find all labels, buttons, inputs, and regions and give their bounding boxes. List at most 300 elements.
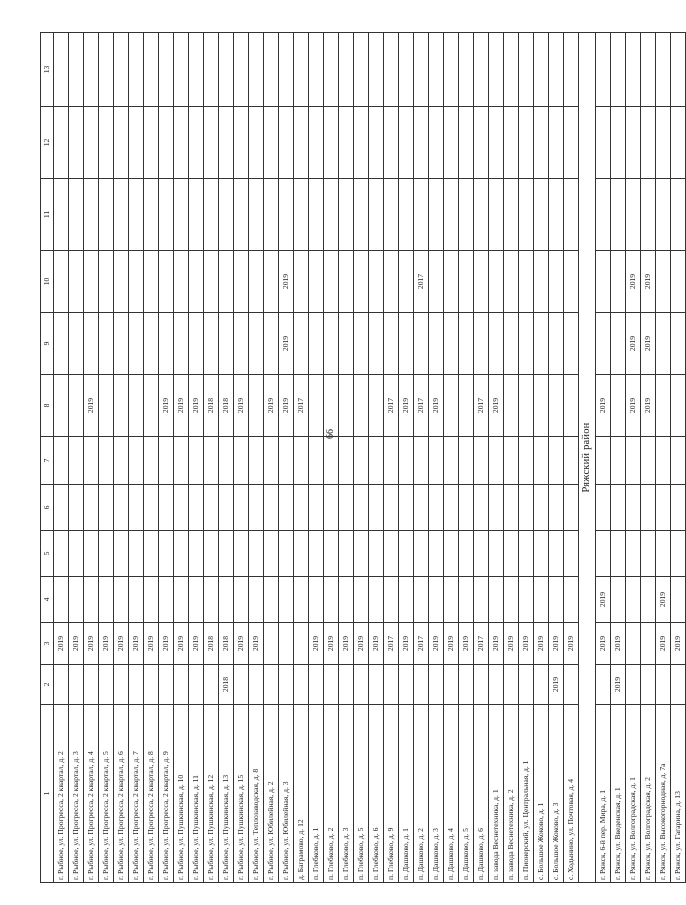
table-cell [294,531,309,577]
table-cell [189,531,204,577]
table-cell [159,107,174,179]
table-cell [641,531,656,577]
table-row [189,33,204,883]
table-cell [611,437,626,485]
table-cell: 2018 [204,375,219,437]
table-cell [69,251,84,313]
table-cell [189,107,204,179]
table-cell [656,437,671,485]
table-cell [414,665,429,705]
table-cell [611,485,626,531]
table-cell [504,33,519,107]
table-cell [611,107,626,179]
table-cell [114,107,129,179]
table-cell [459,313,474,375]
table-cell [519,437,534,485]
table-cell [174,107,189,179]
table-cell [414,107,429,179]
table-cell [219,313,234,375]
table-cell [264,313,279,375]
table-cell [324,179,339,251]
table-cell: 2019 [596,623,611,665]
table-cell: г. Ряжск, 6-й пер. Мира, д. 1 [596,705,611,883]
table-cell [69,33,84,107]
table-cell: 2017 [294,375,309,437]
table-cell [84,107,99,179]
table-cell: 13 [41,33,54,107]
table-cell [414,437,429,485]
table-cell [309,251,324,313]
table-cell [324,313,339,375]
table-cell [564,485,579,531]
table-cell [656,251,671,313]
table-cell [504,577,519,623]
table-cell [114,313,129,375]
table-cell [656,531,671,577]
table-cell [354,485,369,531]
table-cell [641,623,656,665]
table-cell: 2019 [249,623,264,665]
table-cell [144,251,159,313]
table-cell [99,665,114,705]
table-cell [444,179,459,251]
table-row [444,33,459,883]
table-cell [564,577,579,623]
table-cell [354,531,369,577]
table-cell [519,577,534,623]
table-cell [611,577,626,623]
table-cell [204,33,219,107]
table-cell [204,313,219,375]
table-cell: г. Ряжск, ул. Гагарина, д. 13 [671,705,686,883]
table-cell: 2019 [399,375,414,437]
table-cell [189,33,204,107]
table-cell [444,485,459,531]
table-cell: г. Рыбное, ул. Прогресса, 2 квартал, д. 7 [129,705,144,883]
table-cell [671,577,686,623]
table-cell [69,179,84,251]
table-cell: 2019 [519,623,534,665]
table-cell [54,33,69,107]
table-cell [189,437,204,485]
table-cell [234,485,249,531]
table-cell [69,531,84,577]
table-cell [324,577,339,623]
table-cell [129,577,144,623]
table-cell [549,313,564,375]
table-cell [339,251,354,313]
table-cell [159,33,174,107]
table-cell: 2019 [641,251,656,313]
table-cell [99,251,114,313]
table-cell: 2019 [279,251,294,313]
table-cell [324,437,339,485]
table-cell: 2019 [489,375,504,437]
table-cell [294,485,309,531]
table-cell [414,33,429,107]
table-cell [656,313,671,375]
table-cell [249,665,264,705]
table-cell [249,107,264,179]
table-cell [596,33,611,107]
table-cell [264,485,279,531]
table-cell [671,531,686,577]
table-cell [564,107,579,179]
district-header-row [579,33,596,883]
table-cell [159,485,174,531]
table-cell [204,251,219,313]
table-cell: п. Глебково, д. 5 [354,705,369,883]
table-cell [129,375,144,437]
table-cell [114,375,129,437]
table-cell [399,437,414,485]
table-cell [54,313,69,375]
table-cell [549,179,564,251]
table-cell [671,33,686,107]
table-cell [384,251,399,313]
table-cell: 2 [41,665,54,705]
table-cell [189,179,204,251]
table-cell [564,33,579,107]
table-cell [249,33,264,107]
table-cell [294,623,309,665]
table-row [504,33,519,883]
table-cell [596,665,611,705]
table-cell [204,665,219,705]
table-cell [249,251,264,313]
table-cell [564,313,579,375]
table-cell [611,33,626,107]
table-cell: 2019 [626,375,641,437]
table-cell [671,485,686,531]
table-cell [249,531,264,577]
table-cell [384,437,399,485]
table-cell: г. Ряжск, ул. Волгоградская, д. 1 [626,705,641,883]
table-cell [54,107,69,179]
table-cell [279,623,294,665]
table-cell [489,251,504,313]
table-cell [549,437,564,485]
table-cell [159,531,174,577]
table-cell: 2019 [159,623,174,665]
table-cell: 2019 [549,623,564,665]
table-cell [339,531,354,577]
table-cell [564,375,579,437]
table-cell [129,531,144,577]
table-cell: 2018 [219,665,234,705]
table-cell: 6 [41,485,54,531]
table-row [641,33,656,883]
table-cell [339,375,354,437]
table-cell: 2019 [54,623,69,665]
table-cell [54,375,69,437]
table-cell [264,531,279,577]
table-cell: 2019 [84,375,99,437]
table-cell [144,437,159,485]
table-cell [399,485,414,531]
table-cell [534,485,549,531]
table-row [204,33,219,883]
table-cell [249,437,264,485]
table-cell [309,179,324,251]
table-cell [474,179,489,251]
table-cell [264,107,279,179]
table-cell [294,665,309,705]
table-cell [114,437,129,485]
table-cell [219,485,234,531]
table-row [369,33,384,883]
table-cell [54,577,69,623]
table-row [534,33,549,883]
table-cell: 2019 [641,375,656,437]
table-cell [429,531,444,577]
table-cell [294,577,309,623]
district-header: Ряжский район [579,33,596,883]
table-cell: 2019 [626,251,641,313]
table-cell [204,179,219,251]
table-cell: г. Рыбное, ул. Юбилейная, д. 3 [279,705,294,883]
table-cell [279,665,294,705]
table-cell: 2017 [384,375,399,437]
table-cell [399,251,414,313]
table-cell [339,577,354,623]
table-row [626,33,641,883]
table-cell [549,375,564,437]
table-cell [144,33,159,107]
table-cell [459,179,474,251]
table-cell [444,313,459,375]
table-cell [189,577,204,623]
table-cell: г. Рыбное, ул. Прогресса, 2 квартал, д. 3 [69,705,84,883]
table-cell [519,375,534,437]
table-cell [114,179,129,251]
table-cell [219,33,234,107]
table-cell [474,665,489,705]
table-cell [459,437,474,485]
table-row [656,33,671,883]
table-cell: г. Рыбное, ул. Прогресса, 2 квартал, д. 4 [84,705,99,883]
table-cell [671,179,686,251]
table-cell [534,531,549,577]
table-cell [309,107,324,179]
table-cell: 2019 [596,375,611,437]
table-cell [564,665,579,705]
table-cell [369,531,384,577]
table-cell: п. Дашково, д. 6 [474,705,489,883]
table-cell [671,107,686,179]
table-cell [626,623,641,665]
table-cell [324,665,339,705]
table-cell [474,313,489,375]
table-cell [219,107,234,179]
table-cell [114,251,129,313]
table-cell [519,485,534,531]
table-cell [354,107,369,179]
table-cell: 2019 [369,623,384,665]
table-cell [429,107,444,179]
table-cell [114,531,129,577]
table-cell [174,313,189,375]
table-cell [504,665,519,705]
table-cell [354,33,369,107]
table-cell: п. Глебково, д. 9 [384,705,399,883]
table-cell [114,33,129,107]
table-cell [219,531,234,577]
table-cell [324,531,339,577]
table-row [596,33,611,883]
table-cell [414,531,429,577]
table-cell [129,179,144,251]
table-cell [549,33,564,107]
table-cell [234,179,249,251]
table-cell [249,313,264,375]
table-cell: 2019 [504,623,519,665]
table-cell [264,251,279,313]
table-cell [489,313,504,375]
table-cell [174,665,189,705]
table-cell: 2019 [671,623,686,665]
table-cell [84,665,99,705]
table-cell [204,437,219,485]
table-cell: п. Дашково, д. 5 [459,705,474,883]
table-cell [489,665,504,705]
table-cell: г. Рыбное, ул. Прогресса, 2 квартал, д. 8 [144,705,159,883]
table-cell [641,179,656,251]
table-cell [54,665,69,705]
table-cell [234,107,249,179]
table-cell: 2019 [549,665,564,705]
table-cell [459,107,474,179]
table-cell [459,251,474,313]
table-cell [429,437,444,485]
table-cell [429,313,444,375]
table-cell [384,531,399,577]
table-row [174,33,189,883]
table-cell [626,107,641,179]
table-cell [611,251,626,313]
table-cell [144,375,159,437]
table-cell [354,375,369,437]
table-cell [324,251,339,313]
table-cell [564,531,579,577]
table-cell [279,485,294,531]
table-cell [189,313,204,375]
table-cell [671,313,686,375]
table-cell [369,665,384,705]
table-cell [534,577,549,623]
table-cell [534,437,549,485]
table-cell: 2019 [564,623,579,665]
table-row [54,33,69,883]
table-cell [339,313,354,375]
table-cell: п. Дашково, д. 1 [399,705,414,883]
table-cell [444,577,459,623]
table-cell [324,33,339,107]
table-cell: 2017 [474,375,489,437]
table-cell: 11 [41,179,54,251]
table-cell [294,179,309,251]
table-cell [144,485,159,531]
table-cell [656,665,671,705]
table-cell [264,665,279,705]
table-cell [596,251,611,313]
table-cell [144,313,159,375]
table-cell [129,437,144,485]
table-cell: 2019 [144,623,159,665]
table-row [99,33,114,883]
table-cell: п. Глебково, д. 1 [309,705,324,883]
table-cell [309,485,324,531]
table-cell [174,577,189,623]
table-cell [596,437,611,485]
table-cell [174,485,189,531]
table-cell [279,577,294,623]
table-cell [54,437,69,485]
table-cell [99,485,114,531]
table-cell [294,313,309,375]
table-cell: п. Дашково, д. 3 [429,705,444,883]
table-cell: п. Дашково, д. 2 [414,705,429,883]
table-cell [626,665,641,705]
table-cell [264,179,279,251]
table-cell [279,179,294,251]
table-cell [444,665,459,705]
table-cell: 2019 [656,577,671,623]
table-row [114,33,129,883]
table-cell [384,313,399,375]
table-cell [626,577,641,623]
table-cell [204,485,219,531]
table-cell: 2019 [641,313,656,375]
table-cell: 2018 [204,623,219,665]
table-cell [264,437,279,485]
table-cell [671,251,686,313]
table-cell: г. Рыбное, ул. Прогресса, 2 квартал, д. 2 [54,705,69,883]
table-cell: п. Глебково, д. 2 [324,705,339,883]
table-cell: 5 [41,531,54,577]
table-cell [596,531,611,577]
table-cell [504,375,519,437]
table-row [324,33,339,883]
table-cell [294,33,309,107]
table-row [159,33,174,883]
table-cell [174,531,189,577]
table-cell: 2018 [219,375,234,437]
table-cell [489,577,504,623]
table-cell: 2019 [444,623,459,665]
table-cell: г. Рыбное, ул. Теплозаводская, д. 8 [249,705,264,883]
table-cell [249,179,264,251]
table-cell [549,107,564,179]
table-cell [489,179,504,251]
table-cell: 2019 [399,623,414,665]
table-cell: 3 [41,623,54,665]
table-cell [174,179,189,251]
table-cell [549,577,564,623]
table-cell [99,375,114,437]
table-cell [339,179,354,251]
table-cell [444,107,459,179]
page-number: 66 [325,429,336,439]
table-cell [474,251,489,313]
table-cell [369,577,384,623]
table-cell [474,33,489,107]
table-cell [339,33,354,107]
table-cell [354,251,369,313]
table-cell [84,179,99,251]
table-cell: г. Рыбное, ул. Пушкинская, д. 10 [174,705,189,883]
table-cell [414,179,429,251]
